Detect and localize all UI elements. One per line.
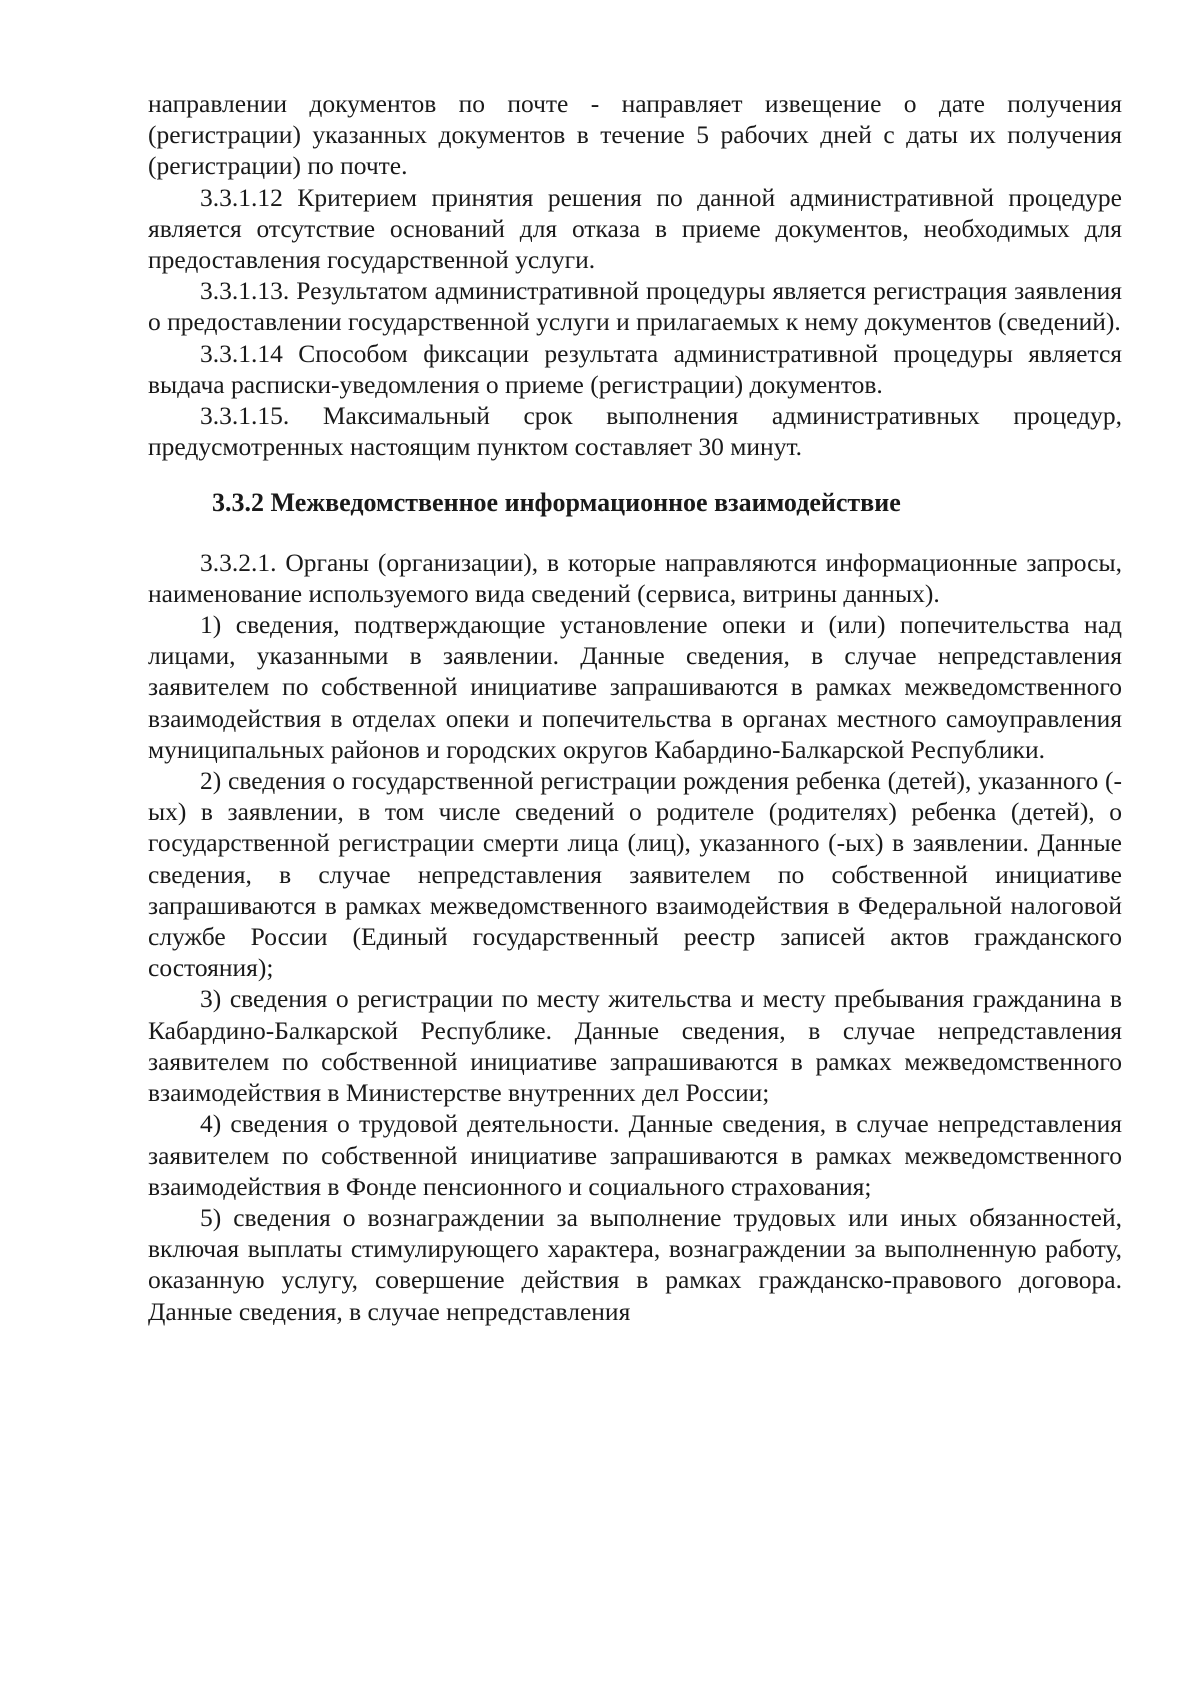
paragraph-continuation: направлении документов по почте - направляет извещение о дате получения (регистрации) указанных документов в течение 5 рабочих дней с даты их получения (регистрации) по почте. bbox=[148, 89, 1122, 181]
paragraph-3-3-1-12: 3.3.1.12 Критерием принятия решения по данной административной процедуре является отсутствие оснований для отказа в приеме документов, необходимых для предоставления государственной услуги. bbox=[148, 182, 1122, 275]
list-item-5: 5) сведения о вознаграждении за выполнение трудовых или иных обязанностей, включая выплаты стимулирующего характера, вознаграждении за выполненную работу, оказанную услугу, совершение действия в рамках гражданско-правового договора. Данные сведения, в случае непредставления bbox=[148, 1202, 1122, 1326]
list-item-4: 4) сведения о трудовой деятельности. Данные сведения, в случае непредставления заявителем по собственной инициативе запрашиваются в рамках межведомственного взаимодействия в Фонде пенсионного и социального страхования; bbox=[148, 1109, 1122, 1201]
section-heading: 3.3.2 Межведомственное информационное взаимодействие bbox=[212, 488, 901, 518]
paragraph-3-3-2-1: 3.3.2.1. Органы (организации), в которые направляются информационные запросы, наименование используемого вида сведений (сервиса, витрины данных). bbox=[148, 547, 1122, 608]
list-item-1: 1) сведения, подтверждающие установление опеки и (или) попечительства над лицами, указанными в заявлении. Данные сведения, в случае непредставления заявителем по собственной инициативе запрашиваются в рамках межведомственного взаимодействия в отделах опеки и попечительства в органах местного самоуправления муниципальных районов и городских округов Кабардино-Балкарской Республики. bbox=[148, 610, 1122, 764]
list-item-2: 2) сведения о государственной регистрации рождения ребенка (детей), указанного (-ых) в заявлении, в том числе сведений о родителе (родителях) ребенка (детей), о государственной регистрации смерти лица (лиц), указанного (-ых) в заявлении. Данные сведения, в случае непредставления заявителем по собственной инициативе запрашиваются в рамках межведомственного взаимодействия в Федеральной налоговой службе России (Единый государственный реестр записей актов гражданского состояния); bbox=[148, 766, 1122, 983]
document-body bbox=[148, 88, 1122, 1327]
paragraph-3-3-1-14: 3.3.1.14 Способом фиксации результата административной процедуры является выдача расписки-уведомления о приеме (регистрации) документов. bbox=[148, 338, 1122, 399]
paragraph-3-3-1-15: 3.3.1.15. Максимальный срок выполнения административных процедур, предусмотренных настоящим пунктом составляет 30 минут. bbox=[148, 401, 1122, 462]
paragraph-3-3-1-13: 3.3.1.13. Результатом административной процедуры является регистрация заявления о предоставлении государственной услуги и прилагаемых к нему документов (сведений). bbox=[148, 276, 1122, 337]
list-item-3: 3) сведения о регистрации по месту жительства и месту пребывания гражданина в Кабардино-Балкарской Республике. Данные сведения, в случае непредставления заявителем по собственной инициативе запрашиваются в рамках межведомственного взаимодействия в Министерстве внутренних дел России; bbox=[148, 984, 1122, 1108]
